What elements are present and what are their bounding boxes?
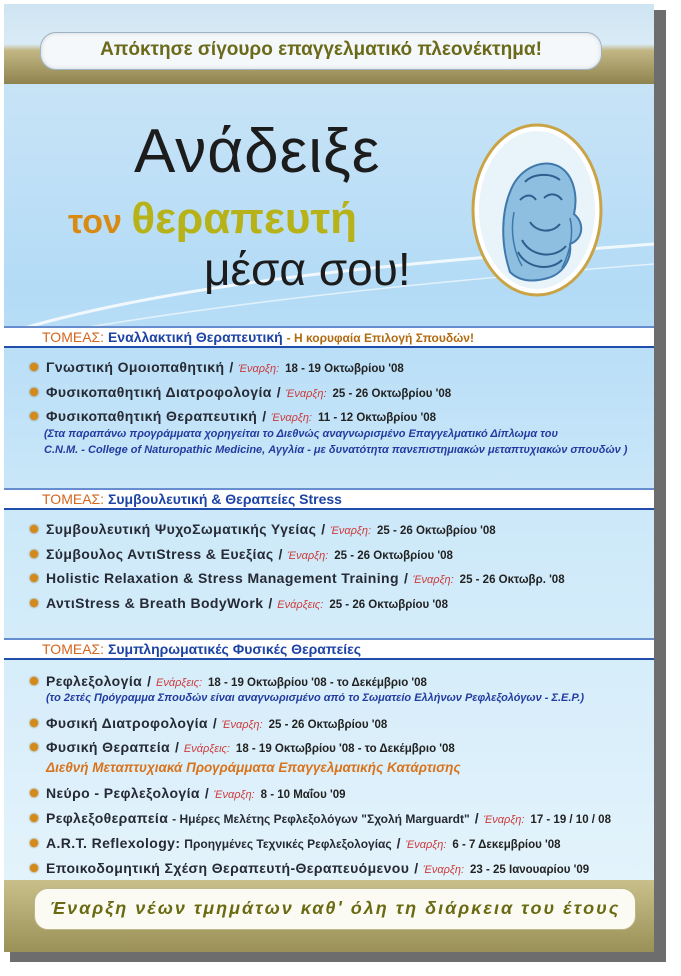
sector-name: Συμβουλευτική & Θεραπείες Stress <box>107 491 342 507</box>
bullet-icon <box>30 677 38 685</box>
sector-title-1 <box>42 329 474 345</box>
bullet-icon <box>30 719 38 727</box>
bullet-icon <box>30 864 38 872</box>
bullet-icon <box>30 789 38 797</box>
sector-note: (το 2ετές Πρόγραμμα Σπουδών είναι αναγνωρισμένο από το Σωματείο Ελλήνων Ρεφλεξολόγων - Σ.Ε.Ρ.) <box>46 692 585 704</box>
course-item: Νεύρο - Ρεφλεξολογία / Έναρξη: 8 - 10 Μαΐου '09 <box>30 784 346 804</box>
course-item: Εποικοδομητική Σχέση Θεραπευτή-Θεραπευόμενου / Έναρξη: 23 - 25 Ιανουαρίου '09 <box>30 859 589 879</box>
course-item: ΑντιStress & Breath BodyWork / Ενάρξεις: 25 - 26 Οκτωβρίου '08 <box>30 594 448 614</box>
bottom-slogan: Έναρξη νέων τμημάτων καθ' όλη τη διάρκεια του έτους <box>49 898 621 918</box>
sector-prefix: ΤΟΜΕΑΣ: <box>42 641 105 657</box>
course-item: Σύμβουλος ΑντιStress & Ευεξίας / Έναρξη: 25 - 26 Οκτωβρίου '08 <box>30 545 453 565</box>
bullet-icon <box>30 814 38 822</box>
course-item: Φυσικοπαθητική Θεραπευτική / Έναρξη: 11 - 12 Οκτωβρίου '08 <box>30 407 436 427</box>
sector-prefix: ΤΟΜΕΑΣ: <box>42 491 105 507</box>
bullet-icon <box>30 363 38 371</box>
headline-line-1: Ανάδειξε <box>134 117 381 186</box>
bullet-icon <box>30 574 38 582</box>
course-item: Συμβουλευτική ΨυχοΣωματικής Υγείας / Έναρξη: 25 - 26 Οκτωβρίου '08 <box>30 520 496 540</box>
top-slogan: Απόκτησε σίγουρο επαγγελματικό πλεονέκτημα! <box>100 39 542 60</box>
sector-name: Εναλλακτική Θεραπευτική <box>107 329 283 345</box>
sector-note-line-2: C.N.M. - College of Naturopathic Medicine, Αγγλία - με δυνατότητα πανεπιστημιακών μεταπτυχιακών σπουδών ) <box>44 444 628 456</box>
course-item: Γνωστική Ομοιοπαθητική / Έναρξη: 18 - 19 Οκτωβρίου '08 <box>30 358 404 378</box>
course-item: Ρεφλεξοθεραπεία - Ημέρες Μελέτης Ρεφλεξολόγων "Σχολή Marguardt" / Έναρξη: 17 - 19 / 10 / 08 <box>30 809 611 829</box>
bullet-icon <box>30 388 38 396</box>
sector-note-line-1: (Στα παραπάνω προγράμματα χορηγείται το Διεθνώς αναγνωρισμένο Επαγγελματικό Δίπλωμα του <box>44 428 558 440</box>
sector-tagline: - Η κορυφαία Επιλογή Σπουδών! <box>286 331 474 345</box>
postgrad-heading: Διεθνή Μεταπτυχιακά Προγράμματα Επαγγελματικής Κατάρτισης <box>46 760 461 775</box>
headline-line-2-prefix: τον <box>68 203 122 241</box>
hippocrates-portrait <box>470 122 604 298</box>
top-slogan-box <box>40 32 602 70</box>
bullet-icon <box>30 412 38 420</box>
sector-title-2 <box>42 491 342 507</box>
course-item: A.R.T. Reflexology: Προηγμένες Τεχνικές Ρεφλεξολογίας / Έναρξη: 6 - 7 Δεκεμβρίου '08 <box>30 834 561 854</box>
sector-title-3 <box>42 641 361 657</box>
course-item: Φυσική Διατροφολογία / Έναρξη: 25 - 26 Οκτωβρίου '08 <box>30 714 387 734</box>
headline-highlight-word: θεραπευτή <box>131 194 357 243</box>
course-item: Φυσική Θεραπεία / Ενάρξεις: 18 - 19 Οκτωβρίου '08 - το Δεκέμβριο '08 <box>30 738 455 758</box>
headline-line-3: μέσα σου! <box>204 243 411 295</box>
course-item: Φυσικοπαθητική Διατροφολογία / Έναρξη: 25 - 26 Οκτωβρίου '08 <box>30 383 451 403</box>
bullet-icon <box>30 743 38 751</box>
sector-name: Συμπληρωματικές Φυσικές Θεραπείες <box>107 641 362 657</box>
flyer-page <box>4 4 654 952</box>
bottom-slogan-box <box>34 888 636 930</box>
sector-prefix: ΤΟΜΕΑΣ: <box>42 329 105 345</box>
bullet-icon <box>30 525 38 533</box>
course-item: Holistic Relaxation & Stress Management Training / Έναρξη: 25 - 26 Οκτωβρ. '08 <box>30 569 565 589</box>
bullet-icon <box>30 839 38 847</box>
headline-line-2 <box>68 194 357 244</box>
course-item: Ρεφλεξολογία / Ενάρξεις: 18 - 19 Οκτωβρίου '08 - το Δεκέμβριο '08 <box>30 672 427 692</box>
bullet-icon <box>30 599 38 607</box>
bullet-icon <box>30 550 38 558</box>
